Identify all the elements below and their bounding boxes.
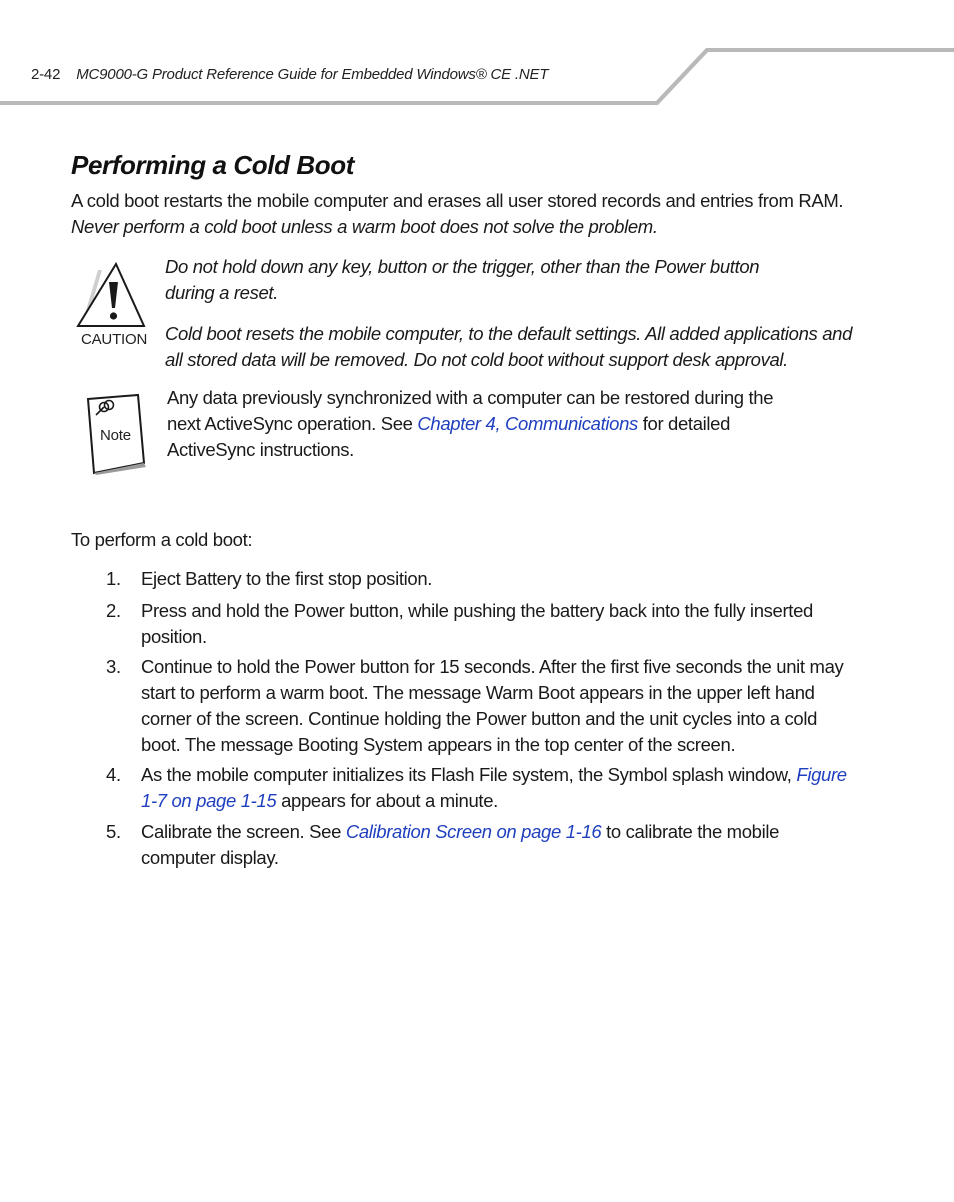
- step-text: Eject Battery to the first stop position.: [141, 568, 433, 589]
- document-title: MC9000-G Product Reference Guide for Embedded Windows® CE .NET: [76, 66, 549, 83]
- step-text-before: As the mobile computer initializes its Flash File system, the Symbol splash window,: [141, 764, 797, 785]
- caution-label: CAUTION: [81, 331, 148, 348]
- intro-text: A cold boot restarts the mobile computer and erases all user stored records and entries from RAM.: [71, 190, 844, 211]
- note-text: [167, 385, 787, 463]
- step-text: Press and hold the Power button, while pushing the battery back into the fully inserted position.: [141, 600, 813, 647]
- step-number: 1.: [106, 568, 121, 589]
- step-text-after: appears for about a minute.: [276, 790, 498, 811]
- page-number: 2-42: [31, 66, 61, 83]
- note-label: Note: [100, 427, 131, 444]
- figure-1-7-link[interactable]: Figure 1-7 on page 1-15: [141, 764, 847, 811]
- step-text: [141, 762, 851, 814]
- caution-text-1: Do not hold down any key, button or the trigger, other than the Power button during a reset.: [165, 256, 760, 303]
- intro-warning: Never perform a cold boot unless a warm boot does not solve the problem.: [71, 216, 658, 237]
- step-text: [141, 819, 851, 871]
- step-number: 5.: [106, 821, 121, 842]
- note-text-after: for detailed ActiveSync instructions.: [167, 413, 731, 460]
- step-number: 4.: [106, 764, 121, 785]
- step-text-after: to calibrate the mobile computer display.: [141, 821, 780, 868]
- section-title: Performing a Cold Boot: [71, 150, 354, 180]
- procedure-lead: To perform a cold boot:: [71, 529, 253, 550]
- intro-paragraph: [71, 188, 871, 240]
- note-text-before: Any data previously synchronized with a computer can be restored during the next ActiveSync operation. See: [167, 387, 774, 434]
- page-header: [31, 66, 548, 83]
- page-header-rule: [0, 0, 954, 110]
- chapter-4-link[interactable]: Chapter 4, Communications: [417, 413, 638, 434]
- step-number: 3.: [106, 656, 121, 677]
- caution-text-2: Cold boot resets the mobile computer, to the default settings. All added applications and all stored data will be removed. Do not cold boot without support desk approval.: [165, 323, 853, 370]
- step-text-before: Calibrate the screen. See: [141, 821, 346, 842]
- step-text: Continue to hold the Power button for 15 seconds. After the first five seconds the unit may start to perform a warm boot. The message Warm Boot appears in the upper left hand corner of the screen. Continue holding the Power button and the unit cycles into a cold boot. The message Booting System appears in the top center of the screen.: [141, 656, 844, 755]
- step-number: 2.: [106, 600, 121, 621]
- calibration-screen-link[interactable]: Calibration Screen on page 1-16: [345, 821, 602, 842]
